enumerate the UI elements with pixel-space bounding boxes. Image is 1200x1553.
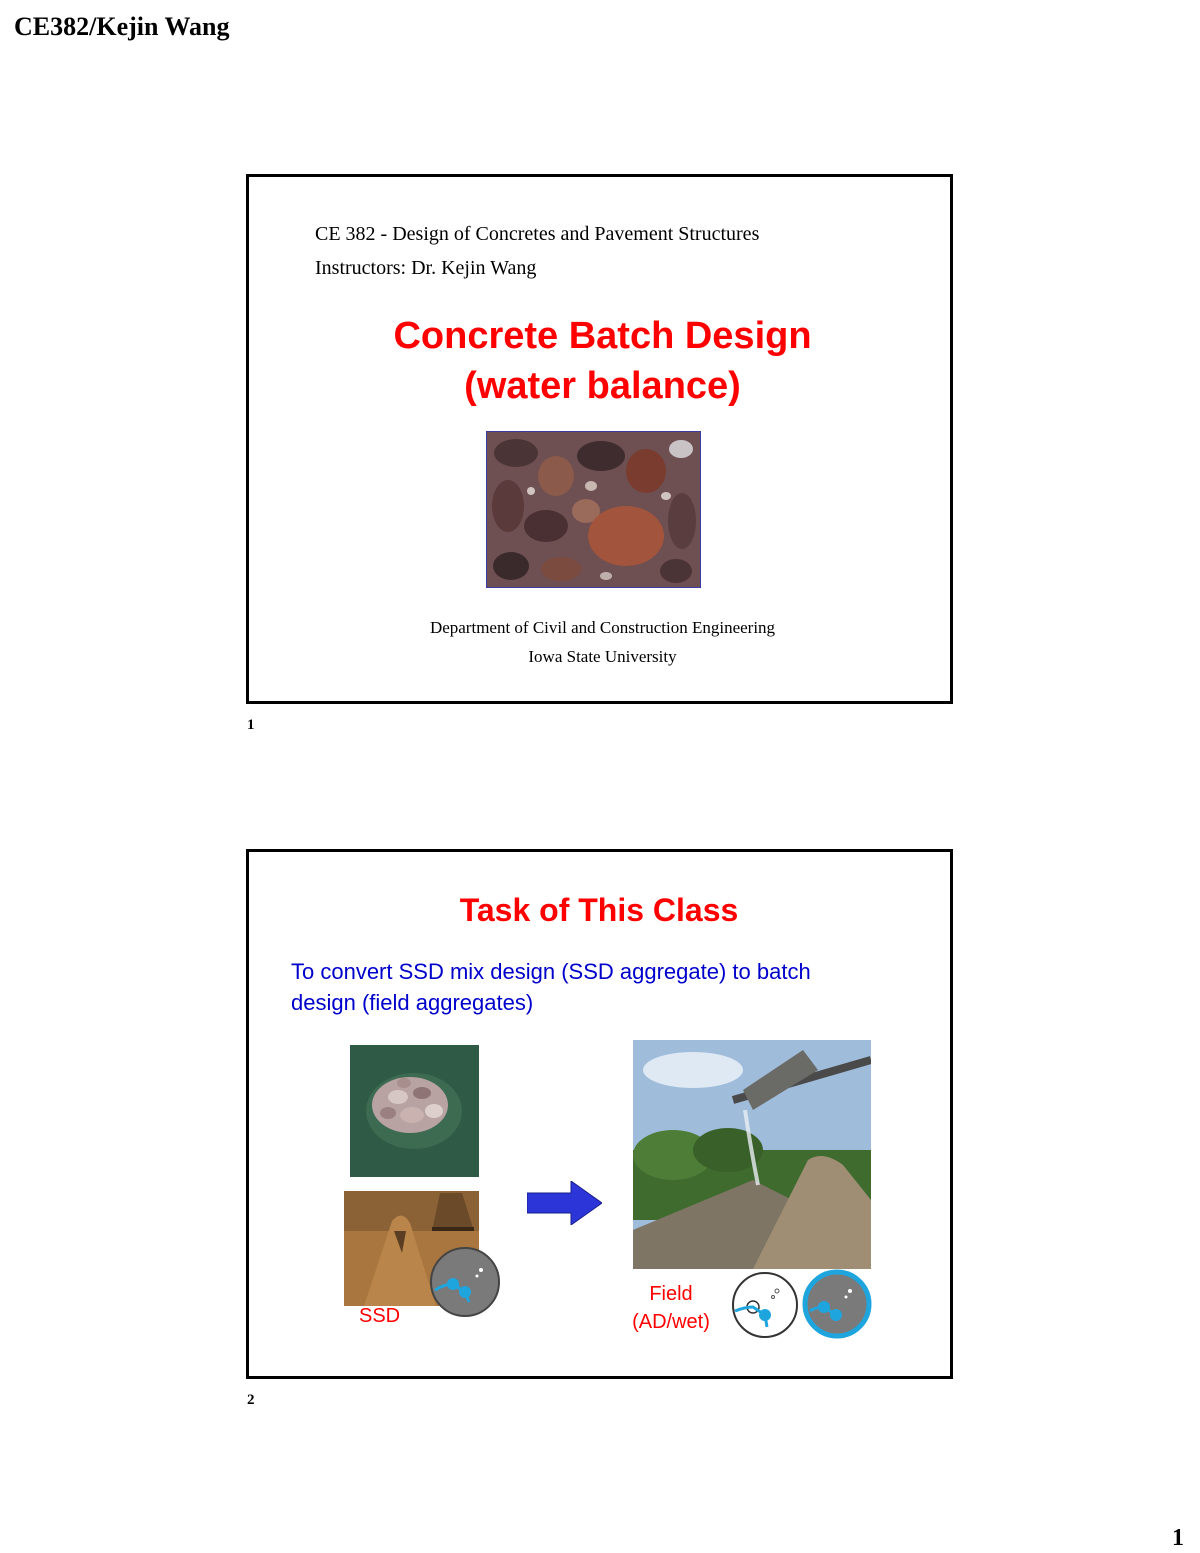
course-title: CE 382 - Design of Concretes and Pavement Structures	[315, 223, 760, 245]
slide-subtitle-line-2: design (field aggregates)	[291, 990, 534, 1015]
field-stockpile-photo	[633, 1040, 871, 1269]
slide-number-1: 1	[247, 717, 255, 733]
instructor-line: Instructors: Dr. Kejin Wang	[315, 257, 537, 279]
slide-title: Task of This Class	[459, 892, 739, 928]
slide-title-line-2: (water balance)	[464, 365, 741, 407]
ssd-label: SSD	[359, 1305, 401, 1327]
page-number: 1	[1172, 1525, 1184, 1551]
field-label	[621, 1280, 721, 1336]
page-header: CE382/Kejin Wang	[14, 12, 230, 41]
slide-title-line-1: Concrete Batch Design	[393, 315, 812, 357]
department-line: Department of Civil and Construction Engineering	[429, 618, 776, 637]
university-line: Iowa State University	[528, 647, 677, 666]
ssd-particle-diagram	[429, 1246, 501, 1318]
field-label-line-2: (AD/wet)	[632, 1311, 710, 1333]
field-label-line-1: Field	[649, 1283, 693, 1305]
slide-number-2: 2	[247, 1392, 255, 1408]
slide-title	[249, 311, 956, 411]
slide-subtitle-line-1: To convert SSD mix design (SSD aggregate) to batch	[291, 959, 811, 984]
ssd-aggregate-photo	[350, 1045, 479, 1177]
wet-particle-diagram	[802, 1269, 872, 1339]
concrete-section-image	[486, 431, 701, 588]
arrow-right-icon	[527, 1181, 602, 1225]
air-dry-particle-diagram	[731, 1271, 799, 1339]
slide-subtitle	[291, 956, 811, 1018]
slide-2	[246, 849, 953, 1379]
slide-1	[246, 174, 953, 704]
